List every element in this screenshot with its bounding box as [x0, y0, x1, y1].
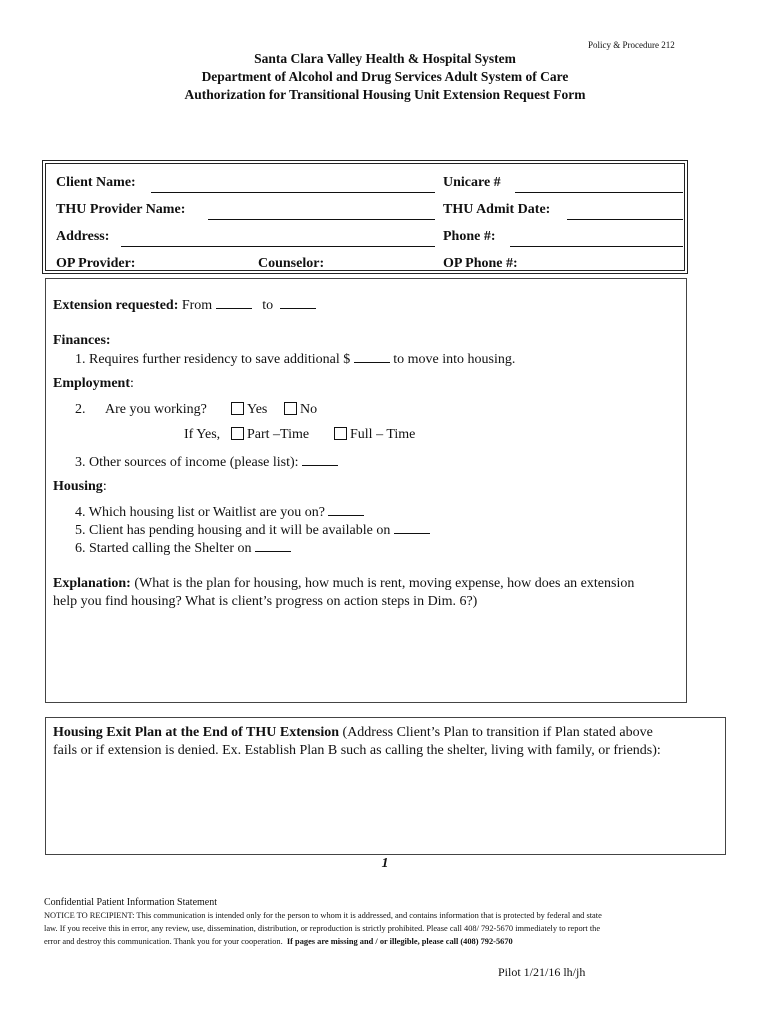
yes-label: Yes — [247, 402, 268, 417]
unicare-label: Unicare # — [443, 175, 501, 190]
explanation-label: Explanation: — [53, 576, 131, 591]
notice-line-2: law. If you receive this in error, any review, use, dissemination, distribution, or reproduction is strictly prohibited. Please call 408/ 792-5670 immediately to report the — [44, 924, 601, 933]
no-label: No — [300, 402, 318, 417]
explanation-line-1 — [53, 575, 634, 593]
thu-provider-name-label: THU Provider Name: — [56, 202, 186, 217]
thu-admit-date-label: THU Admit Date: — [443, 202, 551, 217]
explanation-answer-area[interactable] — [53, 615, 678, 697]
extension-requested-label: Extension requested: — [53, 298, 179, 313]
notice-line-1: NOTICE TO RECIPIENT: This communication is intended only for the person to whom it is addressed, and contains information that is protected by federal and state — [44, 911, 602, 920]
exit-plan-text-2: fails or if extension is denied. Ex. Establish Plan B such as calling the shelter, living with family, or friends): — [53, 743, 661, 758]
income-blank[interactable] — [302, 453, 338, 466]
title-organization: Santa Clara Valley Health & Hospital System — [254, 51, 516, 66]
title-department: Department of Alcohol and Drug Services Adult System of Care — [201, 69, 569, 84]
thu-admit-date-field[interactable] — [567, 205, 683, 220]
item-3-text: 3. Other sources of income (please list): — [75, 455, 299, 470]
employment-heading-text: Employment — [53, 376, 130, 391]
savings-blank[interactable] — [354, 350, 390, 363]
notice-to-recipient — [44, 909, 726, 948]
item-1-suffix: to move into housing. — [393, 352, 516, 367]
waitlist-blank[interactable] — [328, 503, 364, 516]
notice-missing-pages: If pages are missing and / or illegible, please call (408) 792-5670 — [286, 937, 513, 946]
counselor-label: Counselor: — [258, 256, 325, 271]
item-4 — [75, 503, 364, 522]
full-time-checkbox[interactable] — [334, 427, 347, 440]
phone-field[interactable] — [510, 232, 683, 247]
working-yes-option — [231, 401, 267, 419]
part-time-option — [231, 426, 309, 444]
exit-plan-line-1 — [53, 724, 653, 742]
employment-heading — [53, 375, 134, 393]
address-label: Address: — [56, 229, 110, 244]
address-field[interactable] — [121, 232, 435, 247]
housing-colon: : — [102, 479, 107, 494]
housing-heading — [53, 478, 107, 496]
thu-provider-name-field[interactable] — [208, 205, 435, 220]
item-2-question: Are you working? — [105, 402, 207, 417]
exit-plan-answer-area[interactable] — [53, 764, 717, 850]
pilot-version: Pilot 1/21/16 lh/jh — [498, 965, 586, 979]
item-5 — [75, 521, 430, 540]
item-6 — [75, 539, 291, 558]
item-4-text: 4. Which housing list or Waitlist are you on? — [75, 505, 325, 520]
full-time-label: Full – Time — [350, 427, 416, 442]
phone-label: Phone #: — [443, 229, 496, 244]
title-form: Authorization for Transitional Housing Unit Extension Request Form — [184, 87, 586, 102]
explanation-text-2: help you find housing? What is client’s progress on action steps in Dim. 6?) — [53, 594, 478, 609]
item-1-text: 1. Requires further residency to save additional $ — [75, 352, 351, 367]
page-number: 1 — [381, 856, 389, 871]
op-phone-label: OP Phone #: — [443, 256, 518, 271]
no-checkbox[interactable] — [284, 402, 297, 415]
item-5-text: 5. Client has pending housing and it will be available on — [75, 523, 391, 538]
client-name-label: Client Name: — [56, 175, 136, 190]
full-time-option — [334, 426, 415, 444]
exit-plan-text-1: (Address Client’s Plan to transition if Plan stated above — [342, 725, 653, 740]
part-time-label: Part –Time — [247, 427, 310, 442]
yes-checkbox[interactable] — [231, 402, 244, 415]
item-2-number: 2. — [75, 402, 86, 417]
exit-plan-label: Housing Exit Plan at the End of THU Extension — [53, 725, 340, 740]
housing-heading-text: Housing — [53, 479, 103, 494]
part-time-checkbox[interactable] — [231, 427, 244, 440]
shelter-blank[interactable] — [255, 539, 291, 552]
to-blank[interactable] — [280, 296, 316, 309]
unicare-field[interactable] — [515, 178, 683, 193]
item-1 — [75, 350, 515, 369]
from-blank[interactable] — [216, 296, 252, 309]
explanation-text-1: (What is the plan for housing, how much is rent, moving expense, how does an extension — [134, 576, 635, 591]
if-yes-label: If Yes, — [184, 427, 221, 442]
item-6-text: 6. Started calling the Shelter on — [75, 541, 252, 556]
employment-colon: : — [130, 376, 134, 391]
notice-line-3-text: error and destroy this communication. Thank you for your cooperation. — [44, 937, 283, 946]
policy-number: Policy & Procedure 212 — [588, 40, 675, 50]
finances-heading: Finances: — [53, 333, 111, 348]
item-3 — [75, 453, 338, 472]
confidential-statement-title: Confidential Patient Information Statement — [44, 897, 218, 908]
extension-requested-row — [53, 296, 316, 315]
working-no-option — [284, 401, 317, 419]
op-provider-label: OP Provider: — [56, 256, 136, 271]
client-name-field[interactable] — [151, 178, 435, 193]
notice-line-3 — [44, 935, 726, 948]
availability-blank[interactable] — [394, 521, 430, 534]
to-label: to — [262, 298, 274, 313]
from-label: From — [181, 298, 213, 313]
